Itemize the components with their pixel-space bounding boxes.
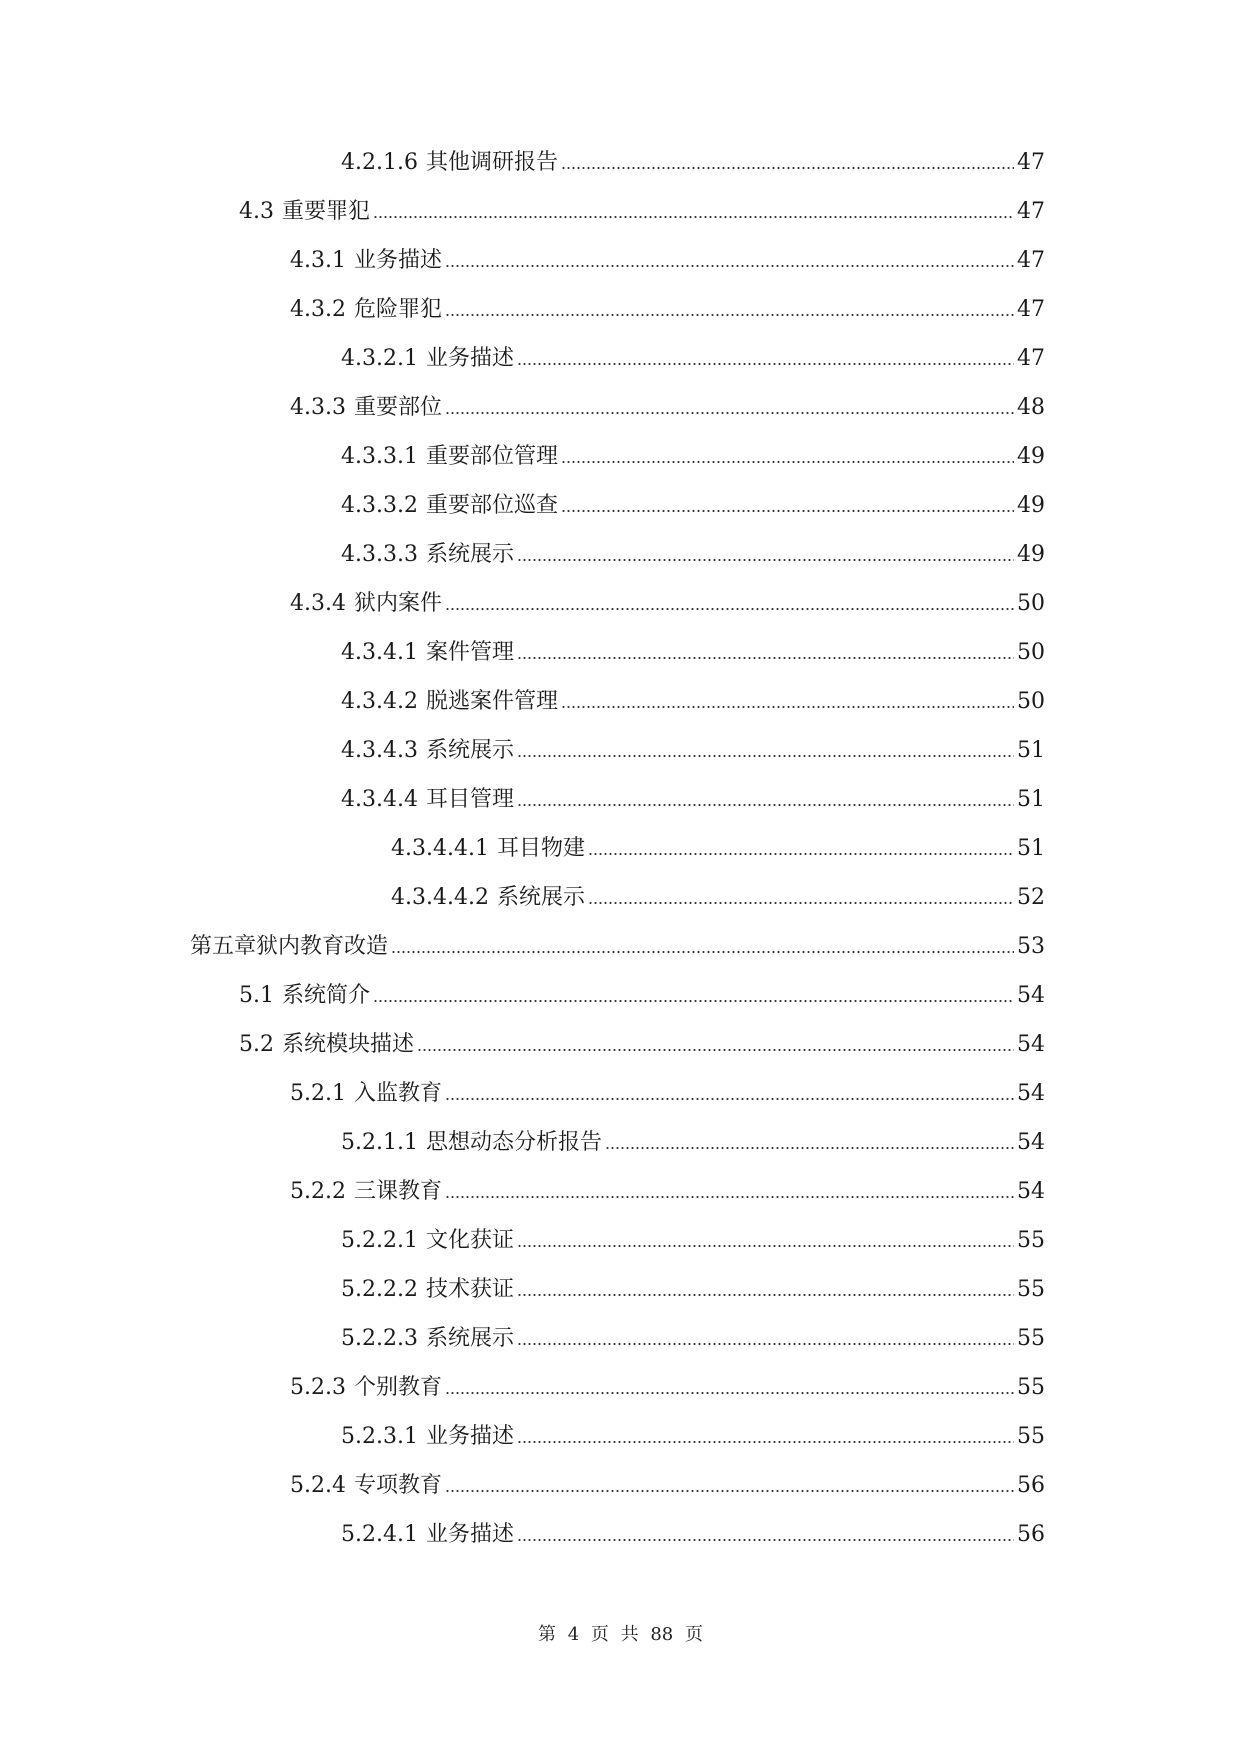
toc-entry-number: 4.3.4.4.1 — [391, 836, 489, 861]
toc-entry-text: 系统展示 — [425, 542, 514, 567]
toc-entry-page-number: 54 — [1017, 1130, 1045, 1155]
toc-entry[interactable] — [0, 1030, 1241, 1079]
toc-entry-title — [290, 1471, 442, 1501]
toc-entry-title — [391, 883, 585, 913]
toc-entry[interactable] — [0, 491, 1241, 540]
toc-entry-title — [341, 442, 558, 472]
toc-entry-line — [341, 540, 1045, 589]
toc-entry-line — [341, 736, 1045, 785]
toc-entry-text: 业务描述 — [353, 248, 442, 273]
toc-entry-text: 耳目管理 — [425, 787, 514, 812]
toc-entry-page-number: 55 — [1017, 1424, 1045, 1449]
toc-entry-title — [341, 344, 514, 374]
toc-entry-line — [290, 295, 1045, 344]
toc-entry-line — [290, 589, 1045, 638]
dot-leader — [517, 1226, 1014, 1248]
toc-entry-title — [290, 1079, 442, 1109]
toc-entry-text: 案件管理 — [425, 640, 514, 665]
toc-entry-text: 第五章狱内教育改造 — [190, 934, 389, 959]
toc-entry-page-number: 54 — [1017, 1179, 1045, 1204]
toc-entry-title — [290, 1177, 442, 1207]
toc-entry-title — [290, 1373, 442, 1403]
toc-entry-line — [290, 1079, 1045, 1128]
toc-entry-text: 狱内案件 — [353, 591, 442, 616]
dot-leader — [445, 393, 1014, 415]
dot-leader — [517, 1324, 1014, 1346]
toc-entry-title — [290, 246, 442, 276]
toc-entry[interactable] — [0, 785, 1241, 834]
toc-entry-number: 4.3.3.1 — [341, 444, 418, 469]
toc-entry[interactable] — [0, 295, 1241, 344]
toc-entry-text: 业务描述 — [425, 1424, 514, 1449]
toc-entry-title — [341, 1422, 514, 1452]
toc-entry-title — [341, 491, 558, 521]
dot-leader — [445, 1079, 1014, 1101]
dot-leader — [517, 1275, 1014, 1297]
dot-leader — [445, 295, 1014, 317]
toc-entry[interactable] — [0, 246, 1241, 295]
toc-entry-line — [341, 1324, 1045, 1373]
toc-entry-line — [341, 1128, 1045, 1177]
toc-entry-line — [341, 148, 1045, 197]
dot-leader — [445, 1177, 1014, 1199]
toc-entry-page-number: 51 — [1017, 738, 1045, 763]
toc-entry-line — [341, 1422, 1045, 1471]
toc-entry-title — [341, 1226, 514, 1256]
toc-entry[interactable] — [0, 1079, 1241, 1128]
toc-entry-line — [341, 442, 1045, 491]
toc-entry[interactable] — [0, 1275, 1241, 1324]
toc-entry-line — [341, 344, 1045, 393]
toc-entry-line — [239, 981, 1045, 1030]
toc-entry-number: 4.3.4 — [290, 591, 346, 616]
toc-entry[interactable] — [0, 736, 1241, 785]
toc-entry-title — [290, 295, 442, 325]
toc-entry-title — [341, 1275, 514, 1305]
toc-entry-text: 三课教育 — [353, 1179, 442, 1204]
toc-entry[interactable] — [0, 638, 1241, 687]
toc-entry-title — [341, 540, 514, 570]
toc-entry-text: 文化获证 — [425, 1228, 514, 1253]
toc-entry-page-number: 50 — [1017, 689, 1045, 714]
dot-leader — [588, 883, 1014, 905]
toc-entry-page-number: 51 — [1017, 787, 1045, 812]
toc-entry-title — [341, 736, 514, 766]
toc-entry-page-number: 52 — [1017, 885, 1045, 910]
toc-entry-number: 4.3.3.3 — [341, 542, 418, 567]
toc-entry-number: 5.2.2.3 — [341, 1326, 418, 1351]
toc-entry[interactable] — [0, 540, 1241, 589]
toc-entry-text: 危险罪犯 — [353, 297, 442, 322]
toc-entry-page-number: 47 — [1017, 150, 1045, 175]
toc-entry-title — [341, 1128, 602, 1158]
toc-entry[interactable] — [0, 197, 1241, 246]
toc-entry-page-number: 49 — [1017, 444, 1045, 469]
toc-entry-text: 系统展示 — [425, 738, 514, 763]
toc-entry-number: 4.3.4.4.2 — [391, 885, 489, 910]
toc-entry-text: 专项教育 — [353, 1473, 442, 1498]
dot-leader — [373, 981, 1014, 1003]
toc-entry-line — [341, 1275, 1045, 1324]
dot-leader — [561, 442, 1014, 464]
toc-entry-number: 5.2.2 — [290, 1179, 346, 1204]
toc-entry-title — [239, 1030, 414, 1060]
toc-entry-text: 重要部位管理 — [425, 444, 558, 469]
toc-entry-line — [190, 932, 1045, 981]
toc-entry-page-number: 50 — [1017, 591, 1045, 616]
toc-entry-number: 4.2.1.6 — [341, 150, 418, 175]
toc-entry-number: 4.3.1 — [290, 248, 346, 273]
toc-entry-page-number: 54 — [1017, 1081, 1045, 1106]
dot-leader — [417, 1030, 1014, 1052]
toc-entry-number: 4.3.4.1 — [341, 640, 418, 665]
toc-entry-page-number: 47 — [1017, 297, 1045, 322]
dot-leader — [517, 736, 1014, 758]
toc-entry-text: 系统简介 — [282, 983, 371, 1008]
toc-entry[interactable] — [0, 1177, 1241, 1226]
toc-entry-text: 耳目物建 — [496, 836, 585, 861]
toc-entry-number: 4.3 — [239, 199, 274, 224]
toc-entry-text: 业务描述 — [425, 346, 514, 371]
toc-entry-page-number: 48 — [1017, 395, 1045, 420]
dot-leader — [517, 785, 1014, 807]
dot-leader — [561, 687, 1014, 709]
dot-leader — [561, 148, 1014, 170]
toc-entry-text: 系统模块描述 — [282, 1032, 415, 1057]
toc-entry-page-number: 56 — [1017, 1473, 1045, 1498]
toc-entry-page-number: 55 — [1017, 1375, 1045, 1400]
toc-entry-page-number: 47 — [1017, 248, 1045, 273]
toc-entry[interactable] — [0, 687, 1241, 736]
toc-entry-number: 5.2.1.1 — [341, 1130, 418, 1155]
toc-entry[interactable] — [0, 1128, 1241, 1177]
toc-entry-number: 5.2.2.2 — [341, 1277, 418, 1302]
toc-entry-text: 重要部位 — [353, 395, 442, 420]
toc-entry-number: 4.3.3.2 — [341, 493, 418, 518]
toc-entry-page-number: 55 — [1017, 1228, 1045, 1253]
toc-entry-line — [341, 638, 1045, 687]
toc-entry[interactable] — [0, 589, 1241, 638]
dot-leader — [517, 344, 1014, 366]
toc-entry-number: 5.2.2.1 — [341, 1228, 418, 1253]
toc-entry-page-number: 54 — [1017, 1032, 1045, 1057]
toc-entry[interactable] — [0, 883, 1241, 932]
toc-entry-title — [239, 981, 370, 1011]
dot-leader — [445, 246, 1014, 268]
dot-leader — [373, 197, 1014, 219]
toc-entry-page-number: 50 — [1017, 640, 1045, 665]
dot-leader — [445, 589, 1014, 611]
toc-entry-title — [341, 1324, 514, 1354]
toc-entry[interactable] — [0, 981, 1241, 1030]
toc-entry-line — [391, 883, 1045, 932]
toc-entry-number: 4.3.2 — [290, 297, 346, 322]
toc-entry-number: 5.2.3 — [290, 1375, 346, 1400]
toc-entry[interactable] — [0, 1226, 1241, 1275]
toc-entry-number: 4.3.3 — [290, 395, 346, 420]
toc-entry-page-number: 49 — [1017, 493, 1045, 518]
dot-leader — [445, 1471, 1014, 1493]
dot-leader — [517, 638, 1014, 660]
toc-entry-line — [239, 1030, 1045, 1079]
dot-leader — [588, 834, 1014, 856]
toc-entry-text: 重要罪犯 — [282, 199, 371, 224]
dot-leader — [517, 540, 1014, 562]
toc-entry-title — [341, 687, 558, 717]
toc-entry-line — [391, 834, 1045, 883]
toc-entry-page-number: 55 — [1017, 1326, 1045, 1351]
toc-entry-line — [290, 1373, 1045, 1422]
toc-entry-number: 5.2 — [239, 1032, 274, 1057]
toc-entry-text: 其他调研报告 — [425, 150, 558, 175]
toc-entry-number: 5.2.4.1 — [341, 1522, 418, 1547]
toc-entry[interactable] — [0, 932, 1241, 981]
toc-entry-number: 4.3.4.4 — [341, 787, 418, 812]
toc-entry-page-number: 54 — [1017, 983, 1045, 1008]
toc-entry-line — [290, 246, 1045, 295]
toc-entry[interactable] — [0, 148, 1241, 197]
toc-entry-text: 系统展示 — [425, 1326, 514, 1351]
toc-entry-number: 4.3.4.3 — [341, 738, 418, 763]
toc-entry-page-number: 47 — [1017, 346, 1045, 371]
toc-entry-text: 业务描述 — [425, 1522, 514, 1547]
toc-entry-line — [239, 197, 1045, 246]
toc-entry-number: 5.2.4 — [290, 1473, 346, 1498]
toc-entry-title — [341, 785, 514, 815]
toc-entry-title — [239, 197, 370, 227]
toc-entry-number: 4.3.4.2 — [341, 689, 418, 714]
page-footer: 第 4 页 共 88 页 — [538, 1624, 703, 1645]
toc-entry-text: 重要部位巡查 — [425, 493, 558, 518]
toc-entry[interactable] — [0, 442, 1241, 491]
toc-entry-page-number: 55 — [1017, 1277, 1045, 1302]
toc-entry-number: 5.2.1 — [290, 1081, 346, 1106]
toc-entry[interactable] — [0, 393, 1241, 442]
toc-entry-page-number: 56 — [1017, 1522, 1045, 1547]
toc-entry[interactable] — [0, 834, 1241, 883]
toc-entry-line — [341, 785, 1045, 834]
dot-leader — [517, 1422, 1014, 1444]
toc-entry[interactable] — [0, 1373, 1241, 1422]
toc-entry-line — [341, 687, 1045, 736]
dot-leader — [391, 932, 1014, 954]
toc-entry-number: 5.1 — [239, 983, 274, 1008]
toc-entry[interactable] — [0, 1471, 1241, 1520]
dot-leader — [561, 491, 1014, 513]
toc-entry-title — [290, 393, 442, 423]
dot-leader — [605, 1128, 1014, 1150]
toc-entry-page-number: 53 — [1017, 934, 1045, 959]
toc-entry[interactable] — [0, 1422, 1241, 1471]
toc-entry-page-number: 47 — [1017, 199, 1045, 224]
toc-entry-line — [341, 1520, 1045, 1569]
toc-entry-title — [290, 589, 442, 619]
toc-entry-text: 技术获证 — [425, 1277, 514, 1302]
toc-entry-line — [341, 1226, 1045, 1275]
toc-entry-title — [341, 638, 514, 668]
toc-entry-line — [290, 1471, 1045, 1520]
toc-entry-page-number: 49 — [1017, 542, 1045, 567]
toc-entry-text: 系统展示 — [496, 885, 585, 910]
toc-entry-line — [341, 491, 1045, 540]
toc-entry-text: 个别教育 — [353, 1375, 442, 1400]
toc-entry-page-number: 51 — [1017, 836, 1045, 861]
dot-leader — [445, 1373, 1014, 1395]
toc-entry-title — [341, 1520, 514, 1550]
toc-entry-line — [290, 1177, 1045, 1226]
table-of-contents — [0, 148, 1241, 1569]
toc-entry-line — [290, 393, 1045, 442]
dot-leader — [517, 1520, 1014, 1542]
toc-entry-text: 思想动态分析报告 — [425, 1130, 602, 1155]
toc-entry-text: 脱逃案件管理 — [425, 689, 558, 714]
toc-entry[interactable] — [0, 1324, 1241, 1373]
toc-entry-number: 5.2.3.1 — [341, 1424, 418, 1449]
toc-entry[interactable] — [0, 1520, 1241, 1569]
toc-entry-title — [391, 834, 585, 864]
toc-entry-title — [190, 932, 388, 962]
toc-entry[interactable] — [0, 344, 1241, 393]
toc-entry-text: 入监教育 — [353, 1081, 442, 1106]
toc-entry-number: 4.3.2.1 — [341, 346, 418, 371]
toc-entry-title — [341, 148, 558, 178]
